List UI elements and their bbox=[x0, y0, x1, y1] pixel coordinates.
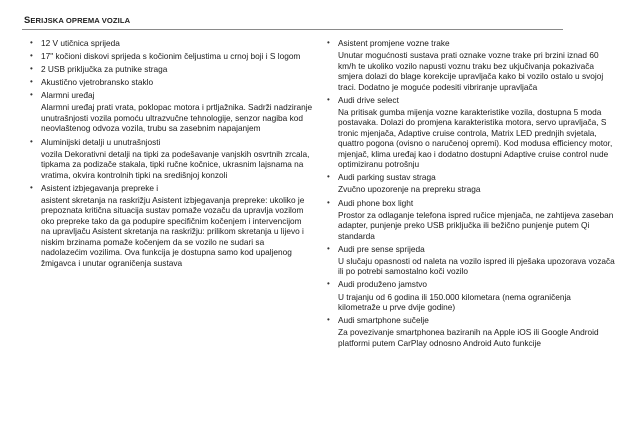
bullet-icon: • bbox=[30, 90, 33, 100]
feature-item bbox=[28, 38, 313, 49]
section-title-rest: ERIJSKA OPREMA VOZILA bbox=[30, 16, 131, 25]
bullet-icon: • bbox=[327, 279, 330, 289]
bullet-icon: • bbox=[327, 172, 330, 182]
feature-description: asistent skretanja na raskrižju Asistent izbjegavanja prepreke: ukoliko je prepoznata kritična situacija sustav pomaže vozaču da upravlja vozilom oko prepreke tako da ga podupire specifičnim kočenjem i intervencijom na upravljaču Asistent skretanja na raskrižju: prilikom skretanja u lijevo i niskim brzinama pomaže kočenjem da se vozilo ne sudari sa nadolazećim vozilima. Ova funkcija je dostupna samo kod upaljenog žmigavca i unutar ograničenja sustava bbox=[41, 194, 305, 268]
feature-item bbox=[325, 38, 615, 92]
feature-item bbox=[28, 51, 313, 62]
feature-heading: Audi produženo jamstvo bbox=[338, 279, 428, 290]
feature-heading: 2 USB priključka za putnike straga bbox=[41, 64, 168, 75]
feature-heading: Audi parking sustav straga bbox=[338, 172, 436, 183]
feature-list-left bbox=[28, 38, 313, 268]
feature-item bbox=[325, 315, 615, 348]
bullet-icon: • bbox=[327, 197, 330, 207]
feature-heading: Audi smartphone sučelje bbox=[338, 315, 429, 326]
feature-description: Za povezivanje smartphonea baziranih na Apple iOS ili Google Android platformi putem CarPlay odnosno Android Auto funkcije bbox=[338, 327, 599, 348]
bullet-icon: • bbox=[327, 243, 330, 253]
feature-item bbox=[28, 90, 313, 134]
feature-heading: Audi pre sense sprijeda bbox=[338, 243, 425, 254]
bullet-icon: • bbox=[327, 315, 330, 325]
feature-description: U slučaju opasnosti od naleta na vozilo ispred ili pješaka upozorava vozača ili po potrebi samostalno koči vozilo bbox=[338, 255, 615, 277]
bullet-icon: • bbox=[30, 182, 33, 192]
feature-heading: Akustično vjetrobransko staklo bbox=[41, 77, 154, 88]
feature-description: Prostor za odlaganje telefona ispred ručice mjenjača, ne zahtijeva zaseban adapter, punjenje preko USB priključka ili bežično punjenje putem Qi standarda bbox=[338, 209, 614, 241]
bullet-icon: • bbox=[327, 38, 330, 47]
feature-heading: Audi phone box light bbox=[338, 197, 414, 208]
feature-description: Unutar mogućnosti sustava prati oznake vozne trake pri brzini iznad 60 km/h te ukoliko vozilo napusti voznu traku bez ukjučivanja pokazivača smjera dolazi do blage korekcije upravljača kako bi vozilo ostalo u svojoj traci. Dodatno je moguće podesiti vibriranje upravljača bbox=[338, 50, 604, 92]
feature-description: Alarmni uređaj prati vrata, poklopac motora i prtljažnika. Sadrži nadziranje unutrašnjosti vozila pomoću ultrazvučne tehnologije, senzor nagiba kod neovlaštenog odvoza vozila, trubu sa zasebnim napajanjem bbox=[41, 102, 313, 134]
left-column bbox=[28, 38, 313, 271]
feature-item bbox=[28, 137, 313, 181]
bullet-icon: • bbox=[30, 38, 33, 47]
bullet-icon: • bbox=[30, 77, 33, 87]
right-column bbox=[325, 38, 615, 351]
feature-heading: 17" kočioni diskovi sprijeda s kočionim čeljustima u crnoj boji i S logom bbox=[41, 51, 301, 62]
section-title bbox=[24, 14, 130, 25]
feature-heading: Aluminijski detalji u unutrašnjosti bbox=[41, 136, 161, 147]
feature-heading: Asistent izbjegavanja prepreke i bbox=[41, 182, 159, 193]
feature-item bbox=[325, 198, 615, 242]
bullet-icon: • bbox=[327, 94, 330, 104]
feature-item bbox=[325, 244, 615, 277]
feature-item bbox=[28, 77, 313, 88]
feature-heading: Alarmni uređaj bbox=[41, 90, 95, 101]
feature-description: Zvučno upozorenje na prepreku straga bbox=[338, 184, 481, 195]
feature-item bbox=[28, 64, 313, 75]
feature-description: U trajanju od 6 godina ili 150.000 kilometara (nema ograničenja kilometraže u prve dvije godine) bbox=[338, 291, 571, 313]
bullet-icon: • bbox=[30, 136, 33, 146]
feature-list-right bbox=[325, 38, 615, 348]
feature-item bbox=[28, 183, 313, 269]
feature-heading: 12 V utičnica sprijeda bbox=[41, 38, 120, 48]
bullet-icon: • bbox=[30, 64, 33, 74]
title-divider bbox=[22, 29, 563, 30]
feature-item bbox=[325, 172, 615, 195]
section-title-initial: S bbox=[24, 14, 31, 25]
feature-heading: Audi drive select bbox=[338, 94, 399, 105]
feature-description: Na pritisak gumba mijenja vozne karakteristike vozila, dostupna 5 moda postavaka. Dolazi do promjena karakteristika motora, servo upravljača, S tronic mjenjača, Adaptive cruise controla, Matrix LED prednjih svjetala, quattro pogona (ovisno o naručenoj opremi). Kod modusa efficiency motor, mjenjač, klima uređaj kao i dodatno dostupni Adaptive cruise control nude optimiziranu potrošnju bbox=[338, 106, 613, 170]
feature-item bbox=[325, 95, 615, 170]
feature-description: vozila Dekorativni detalji na tipki za podešavanje vanjskih osvrtnih zrcala, tipkama za podizače stakala, tipki ručne kočnice, ukrasnim lajsnama na vratima, okvira kontrolnih tipki na središnjoj konzoli bbox=[41, 148, 310, 180]
feature-heading: Asistent promjene vozne trake bbox=[338, 38, 450, 48]
bullet-icon: • bbox=[30, 51, 33, 61]
feature-item bbox=[325, 279, 615, 312]
